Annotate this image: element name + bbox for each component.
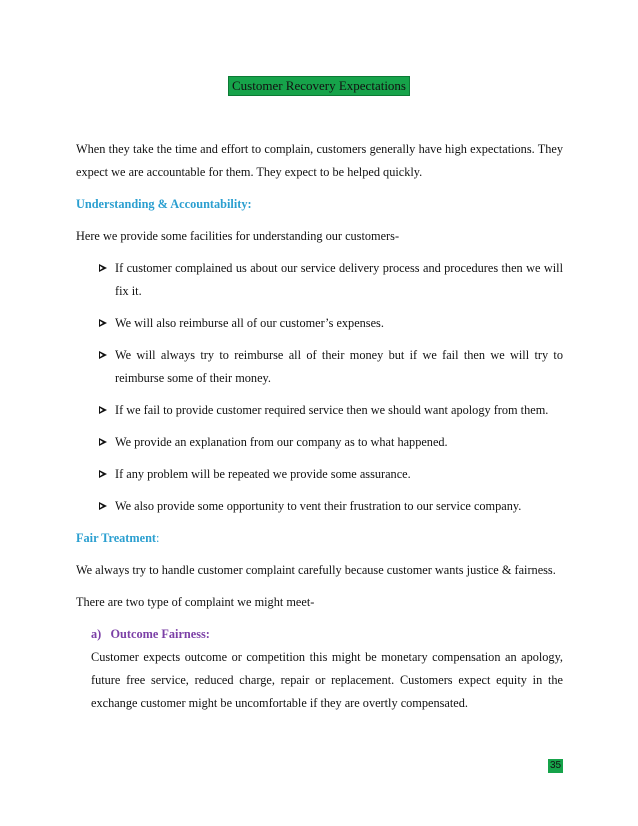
list-item [99,312,563,335]
arrow-bullet-icon [99,502,107,510]
list-item-text: If any problem will be repeated we provide some assurance. [115,467,411,481]
arrow-bullet-icon [99,470,107,478]
intro-paragraph: When they take the time and effort to complain, customers generally have high expectations. They expect we are accountable for them. They expect to be helped quickly. [76,142,563,179]
complaint-types-paragraph: There are two type of complaint we might meet- [76,595,315,609]
subsection-outcome-fairness [76,623,563,715]
fair-treatment-paragraph: We always try to handle customer complaint carefully because customer wants justice & fairness. [76,563,556,577]
section-heading-fair-treatment [76,527,563,550]
title-wrapper [0,76,638,96]
list-item-text: We provide an explanation from our company as to what happened. [115,435,448,449]
arrow-bullet-icon [99,319,107,327]
list-item-text: If we fail to provide customer required service then we should want apology from them. [115,403,549,417]
list-item-text: We will also reimburse all of our customer’s expenses. [115,316,384,330]
list-item [99,495,563,518]
arrow-bullet-icon [99,264,107,272]
list-item-text: We also provide some opportunity to vent their frustration to our service company. [115,499,522,513]
section-heading-understanding: Understanding & Accountability: [76,197,252,211]
section1-lead: Here we provide some facilities for understanding our customers- [76,229,400,243]
page-title: Customer Recovery Expectations [228,76,410,96]
arrow-bullet-icon [99,406,107,414]
list-item [99,463,563,486]
subsection-text: Customer expects outcome or competition this might be monetary compensation an apology, future free service, reduced charge, repair or replacement. Customers expect equity in the exchange customer might be uncomfortable if they are overtly compensated. [91,650,563,710]
fair-treatment-heading-text: Fair Treatment [76,531,157,545]
arrow-bullet-icon [99,351,107,359]
list-item-text: We will always try to reimburse all of their money but if we fail then we will try to reimburse some of their money. [115,348,563,385]
subsection-marker: a) [91,627,102,641]
subsection-heading [91,623,563,646]
list-item [99,399,563,422]
page-number: 35 [549,760,562,771]
arrow-bullet-icon [99,438,107,446]
page-content [76,138,563,715]
list-item [99,257,563,303]
list-item-text: If customer complained us about our service delivery process and procedures then we will fix it. [115,261,563,298]
list-item [99,344,563,390]
list-item [99,431,563,454]
fair-treatment-heading-colon: : [156,531,160,545]
bullet-list [76,257,563,518]
subsection-heading-text: Outcome Fairness: [110,627,210,641]
